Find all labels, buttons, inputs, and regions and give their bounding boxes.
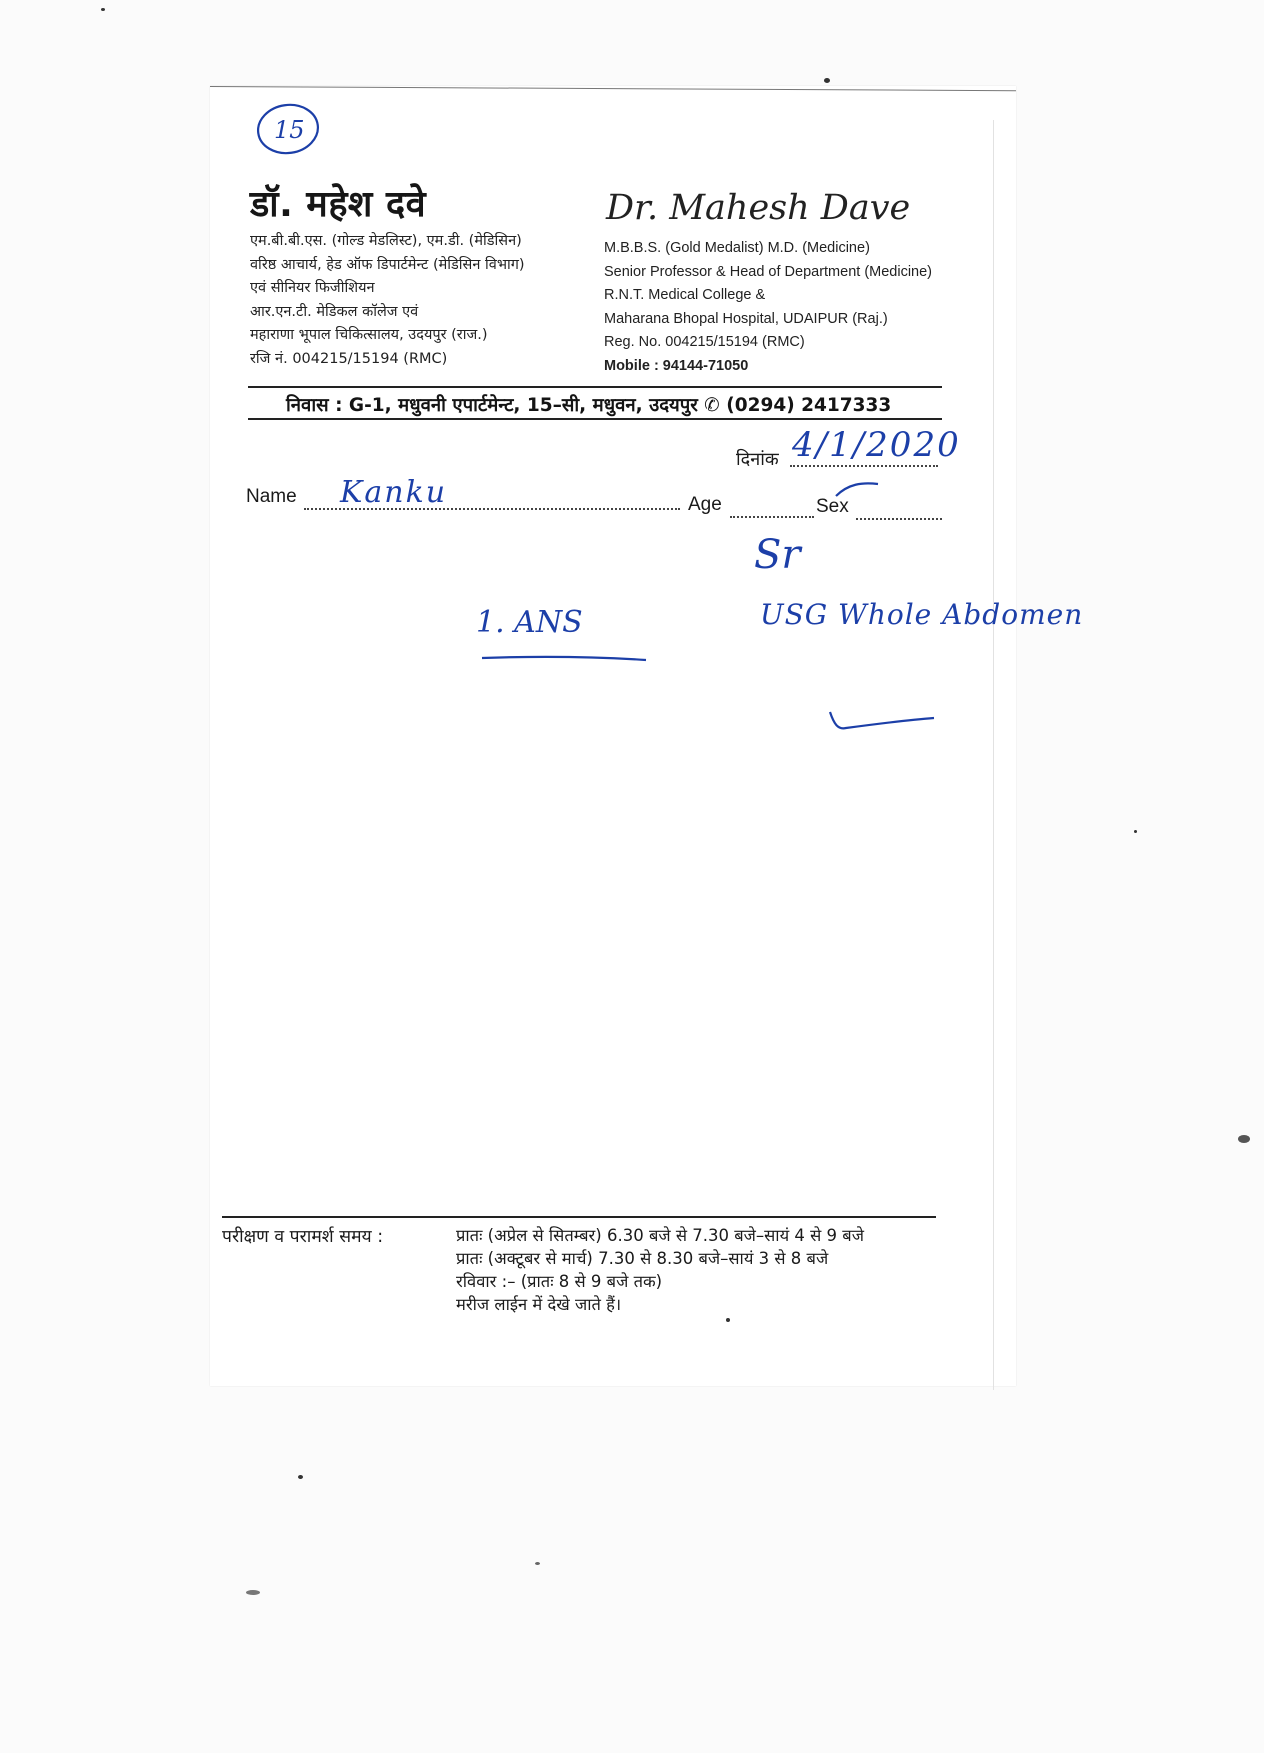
scan-speck [535, 1562, 540, 1565]
scan-speck [726, 1318, 730, 1322]
scan-speck [298, 1475, 303, 1479]
scan-speck [1134, 830, 1137, 833]
age-field-line [730, 508, 814, 518]
mobile-number: Mobile : 94144-71050 [604, 357, 749, 374]
timing-line: प्रातः (अक्टूबर से मार्च) 7.30 से 8.30 बजे–सायं 3 से 8 बजे [456, 1249, 829, 1268]
residence-address: निवास : G-1, मधुवनी एपार्टमेन्ट, 15–सी, मधुवन, उदयपुर ✆ (0294) 2417333 [286, 395, 892, 416]
handwritten-advice: USG Whole Abdomen [760, 598, 1084, 631]
ink-stroke-icon [832, 478, 882, 502]
qualification-line: Maharana Bhopal Hospital, UDAIPUR (Raj.) [604, 310, 888, 327]
qualification-line: M.B.B.S. (Gold Medalist) M.D. (Medicine) [604, 240, 870, 256]
qualification-line: Reg. No. 004215/15194 (RMC) [604, 334, 805, 350]
qualification-line: एवं सीनियर फिजीशियन [250, 280, 375, 296]
serial-number-circle [252, 98, 324, 160]
underline-stroke-icon [480, 650, 650, 666]
footer-rule [222, 1216, 936, 1218]
name-label: Name [246, 486, 297, 507]
scan-speck [1238, 1135, 1250, 1143]
check-stroke-icon [826, 706, 938, 736]
scan-speck [246, 1590, 260, 1595]
scan-speck [101, 8, 105, 11]
consultation-timing-label: परीक्षण व परामर्श समय : [222, 1227, 384, 1247]
handwritten-patient-name: Kanku [340, 475, 448, 510]
date-label: दिनांक [736, 449, 779, 470]
doctor-name-english: Dr. Mahesh Dave [606, 188, 911, 228]
qualification-line: रजि नं. 004215/15194 (RMC) [250, 350, 448, 367]
qualification-line: R.N.T. Medical College & [604, 287, 766, 303]
qualification-line: Senior Professor & Head of Department (Medicine) [604, 263, 933, 280]
sex-label: Sex [816, 496, 849, 517]
qualification-line: एम.बी.बी.एस. (गोल्ड मेडलिस्ट), एम.डी. (मेडिसिन) [250, 233, 522, 249]
handwritten-date: 4/1/2020 [792, 425, 961, 465]
timing-line: मरीज लाईन में देखे जाते हैं। [456, 1295, 622, 1314]
timing-line: रविवार :– (प्रातः 8 से 9 बजे तक) [456, 1272, 663, 1291]
sex-field-line [856, 510, 942, 520]
address-top-rule [248, 386, 942, 388]
doctor-name-hindi: डॉ. महेश दवे [250, 184, 427, 225]
timing-line: प्रातः (अप्रेल से सितम्बर) 6.30 बजे से 7.30 बजे–सायं 4 से 9 बजे [456, 1226, 864, 1245]
age-label: Age [688, 494, 722, 515]
sheet-right-edge [993, 120, 994, 1390]
qualification-line: वरिष्ठ आचार्य, हेड ऑफ डिपार्टमेन्ट (मेडिसिन विभाग) [250, 256, 525, 273]
handwritten-reference: 1. ANS [476, 605, 583, 640]
qualifications-english [604, 237, 932, 378]
qualification-line: आर.एन.टी. मेडिकल कॉलेज एवं [250, 303, 419, 320]
address-bottom-rule [248, 418, 942, 420]
serial-number-text: 15 [274, 116, 305, 144]
qualifications-hindi [250, 230, 525, 371]
qualification-line: महाराणा भूपाल चिकित्सालय, उदयपुर (राज.) [250, 327, 488, 343]
scan-speck [824, 78, 830, 83]
consultation-timings [456, 1224, 864, 1316]
handwritten-rx-mark: Sr [754, 532, 801, 578]
